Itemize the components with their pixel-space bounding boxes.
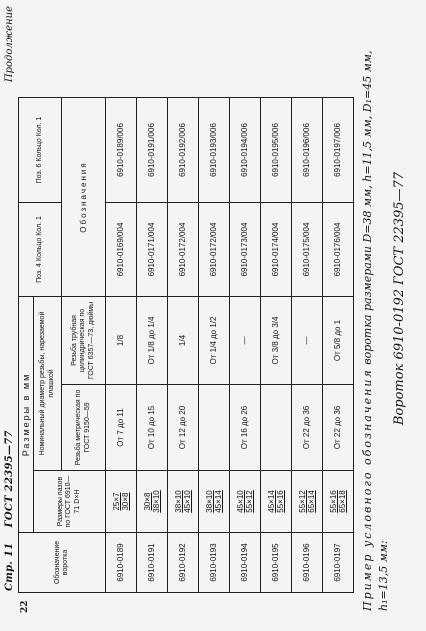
size-value: 65×18 [338,490,347,513]
cell-designation: 6910-0196 [292,533,323,593]
cell-pos6: 6910-0193/006 [199,98,230,203]
table-row [323,98,354,593]
size-value: 55×12 [245,490,254,513]
cell-pos4: 6910-0172/004 [168,203,199,297]
cell-pipe: От 1/4 до 1/2 [199,297,230,385]
cell-pos6: 6910-0189/006 [106,98,137,203]
cell-metric: От 22 до 36 [323,385,354,471]
cell-pos4: 6910-0169/004 [106,203,137,297]
size-value: 38×10 [173,490,183,513]
header-designation: Обозначение воротка [19,533,106,593]
cell-pos4: 6910-0172/004 [199,203,230,297]
size-value: 65×14 [307,490,316,513]
cell-pos6: 6910-0191/006 [137,98,168,203]
cell-designation: 6910-0197 [323,533,354,593]
cell-pipe: От 1/8 до 1/4 [137,297,168,385]
page-label: Стр. 11 [4,542,15,591]
table-row [292,98,323,593]
cell-size [199,471,230,533]
size-value: 25×7 [111,492,121,511]
cell-metric: От 22 до 36 [292,385,323,471]
size-value: 30×8 [142,492,152,511]
cell-metric: От 7 до 11 [106,385,137,471]
cell-pos4: 6910-0176/004 [323,203,354,297]
continuation-label: Продолжение [4,6,15,83]
cell-pos4: 6910-0175/004 [292,203,323,297]
cell-metric [261,385,292,471]
header-thread-group: Номинальный диаметр резьбы, нарезаемой плашкой [34,297,62,471]
standard-number: ГОСТ 22395—77 [4,430,15,528]
size-value: 55×16 [276,490,285,513]
cell-metric: От 12 до 20 [168,385,199,471]
header-sizes-group: Размеры в мм [19,297,34,533]
cell-pipe: — [292,297,323,385]
cell-pipe: — [230,297,261,385]
cell-designation: 6910-0191 [137,533,168,593]
cell-pos6: 6910-0194/006 [230,98,261,203]
cell-pos6: 6910-0192/006 [168,98,199,203]
size-value: 55×12 [297,490,307,513]
cell-size [106,471,137,533]
size-value: 55×16 [328,490,338,513]
size-value: 45×14 [266,490,276,513]
header-pos6: Поз. 6 Кольцо Кол. 1 [19,98,62,203]
cell-pos6: 6910-0196/006 [292,98,323,203]
table-row [199,98,230,593]
example-designation: Вороток 6910-0192 ГОСТ 22395—77 [392,171,407,426]
table-row [106,98,137,593]
cell-pos4: 6910-0174/004 [261,203,292,297]
cell-metric: От 10 до 15 [137,385,168,471]
cell-designation: 6910-0193 [199,533,230,593]
cell-pos4: 6910-0171/004 [137,203,168,297]
header-designations-group: Обозначения [62,98,106,297]
table-row [261,98,292,593]
cell-pipe: 1/4 [168,297,199,385]
table-row [137,98,168,593]
size-value: 38×10 [204,490,214,513]
cell-size [261,471,292,533]
table-body [106,98,354,593]
cell-metric [199,385,230,471]
cell-designation: 6910-0195 [261,533,292,593]
cell-pos6: 6910-0195/006 [261,98,292,203]
cell-pos4: 6910-0173/004 [230,203,261,297]
cell-pipe: От 5/8 до 1 [323,297,354,385]
size-value: 45×14 [214,490,223,513]
header-pipe: Резьба трубная цилиндрическая по ГОСТ 6357—73, дюймы [62,297,106,385]
cell-designation: 6910-0192 [168,533,199,593]
cell-size [230,471,261,533]
cell-size [292,471,323,533]
size-value: 30×8 [121,492,130,511]
cell-designation: 6910-0194 [230,533,261,593]
example-lead: Пример условного обозначения [361,368,374,611]
cell-designation: 6910-0189 [106,533,137,593]
table-row [230,98,261,593]
cell-pipe: От 3/8 до 3/4 [261,297,292,385]
dimensions-table [18,97,354,593]
example-paragraph [360,6,392,611]
header-metric: Резьба метрическая по ГОСТ 9150—59 [62,385,106,471]
page-number: 22 [20,600,30,613]
cell-size [137,471,168,533]
cell-pos6: 6910-0197/006 [323,98,354,203]
example-text: воротка размерами D=38 мм, h=11,5 мм, D₁=45 мм, h₁=13,5 мм: [361,50,390,611]
header-size: Размеры пазов по ГОСТ 6910—71 D×H [34,471,106,533]
size-value: 38×10 [152,490,161,513]
page-header [4,430,15,591]
cell-size [323,471,354,533]
size-value: 45×10 [235,490,245,513]
cell-metric: От 16 до 26 [230,385,261,471]
table-row [168,98,199,593]
cell-pipe: 1/8 [106,297,137,385]
size-value: 45×10 [183,490,192,513]
cell-size [168,471,199,533]
header-pos4: Поз. 4 Кольцо Кол. 1 [19,203,62,297]
